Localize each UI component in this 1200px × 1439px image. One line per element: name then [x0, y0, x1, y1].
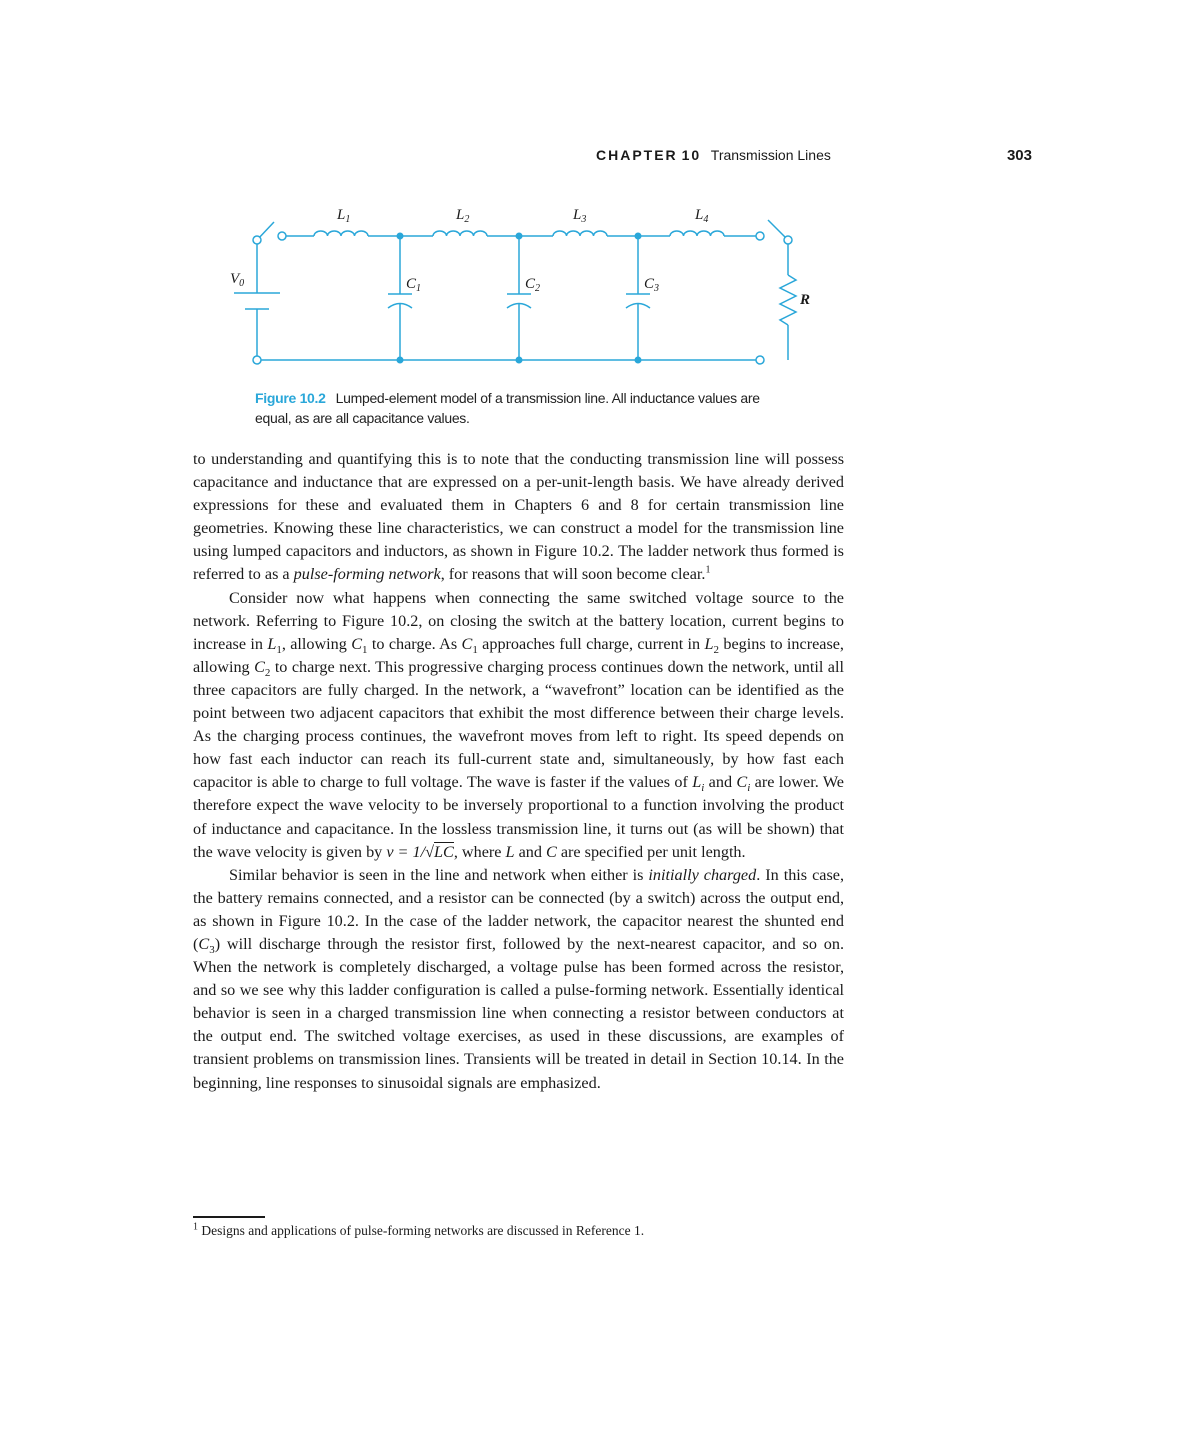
label-l1: $L_1$ [337, 207, 351, 225]
terminals [253, 232, 792, 364]
chapter-number: 10 [681, 147, 702, 163]
footnote [193, 1222, 844, 1240]
page-number: 303 [1006, 147, 1032, 164]
junction-dot [516, 357, 523, 364]
component-labels [230, 207, 810, 308]
footnote-rule [193, 1216, 265, 1218]
resistor-r [780, 275, 796, 325]
terminal-circle [756, 232, 764, 240]
label-l2: $L_2$ [456, 207, 470, 225]
paragraph: Similar behavior is seen in the line and network when either is initially charged. In this case, the battery remains connected, and a resistor can be connected (by a switch) across the output end, as shown in Figure 10.2. In the case of the ladder network, the capacitor nearest the shunted end $(C_3)$ will discharge through the resistor first, followed by the next-nearest capacitor, and so on. When the network is completely discharged, a voltage pulse has been formed across the resistor, and so we see why this ladder configuration is called a pulse-forming network. Essentially identical behavior is seen in a charged transmission line when connecting a resistor between conductors at the output end. The switched voltage exercises, as used in these discussions, are examples of transient problems on transmission lines. Transients will be treated in detail in Section 10.14. In the beginning, line responses to sinusoidal signals are emphasized. [193, 865, 844, 1092]
terminal-circle [253, 356, 261, 364]
inductor-l2 [433, 231, 487, 236]
figure-caption-label: Figure 10.2 [255, 390, 326, 406]
figure-caption-text: Lumped-element model of a transmission line. All inductance values are equal, as are all capacitance values. [255, 390, 760, 426]
circuit-wires [234, 220, 796, 360]
junction-dot [635, 233, 642, 240]
label-c2: $C_2$ [525, 276, 541, 294]
running-head [596, 147, 1032, 167]
inductor-l3 [553, 231, 607, 236]
velocity-equation: v = 1/√ [386, 842, 434, 861]
junction-dot [397, 357, 404, 364]
inductor-l1 [314, 231, 368, 236]
paragraph: Consider now what happens when connecting the same switched voltage source to the network. Referring to Figure 10.2, on closing the switch at the battery location, current begins to increase in $L_1$, allowing $C_1$ to charge. As $C_1$ approaches full charge, current in $L_2$ begins to increase, allowing $C_2$ to charge next. This progressive charging process continues down the network, until all three capacitors are fully charged. In the network, a “wavefront” location can be identified as the point between two adjacent capacitors that exhibit the most difference between their charge levels. As the charging process continues, the wavefront moves from left to right. Its speed depends on how fast each inductor can reach its full-current state and, simultaneously, by how fast each capacitor is able to charge to full voltage. The wave is faster if the values of $L_i$ and $C_i$ are lower. We therefore expect the wave velocity to be inversely proportional to a function involving the product of inductance and capacitance. In the lossless transmission line, it turns out (as will be shown) that the wave velocity is given by v = 1/√LC, where L and C are specified per unit length. [193, 588, 844, 861]
emphasis: pulse-forming network [293, 565, 441, 584]
terminal-circle [278, 232, 286, 240]
chapter-word: CHAPTER [596, 147, 678, 163]
terminal-circle [784, 236, 792, 244]
label-v0: $V_0$ [230, 271, 245, 289]
footnote-number: 1 [193, 1221, 198, 1233]
label-l3: $L_3$ [573, 207, 587, 225]
junction-dot [397, 233, 404, 240]
circuit-diagram [220, 195, 820, 375]
paragraph: to understanding and quantifying this is to note that the conducting transmission line will possess capacitance and inductance that are expressed on a per-unit-length basis. We have already derived expressions for these and evaluated them in Chapters 6 and 8 for certain transmission line geometries. Knowing these line characteristics, we can construct a model for the transmission line using lumped capacitors and inductors, as shown in Figure 10.2. The ladder network thus formed is referred to as a pulse-forming network, for reasons that will soon become clear.$^1$ [193, 450, 844, 584]
figure-caption [255, 388, 785, 428]
body-text [193, 448, 844, 1095]
footnote-text: Designs and applications of pulse-forming networks are discussed in Reference 1. [201, 1223, 645, 1238]
terminal-circle [756, 356, 764, 364]
junction-dot [516, 233, 523, 240]
label-l4: $L_4$ [695, 207, 709, 225]
chapter-title: Transmission Lines [710, 147, 831, 163]
junction-dot [635, 357, 642, 364]
footnote-marker[interactable]: 1 [705, 565, 711, 577]
inductor-l4 [670, 231, 724, 236]
terminal-circle [253, 236, 261, 244]
label-c1: $C_1$ [406, 276, 422, 294]
emphasis: initially charged [648, 865, 757, 884]
label-r: R [800, 292, 811, 308]
label-c3: $C_3$ [644, 276, 660, 294]
